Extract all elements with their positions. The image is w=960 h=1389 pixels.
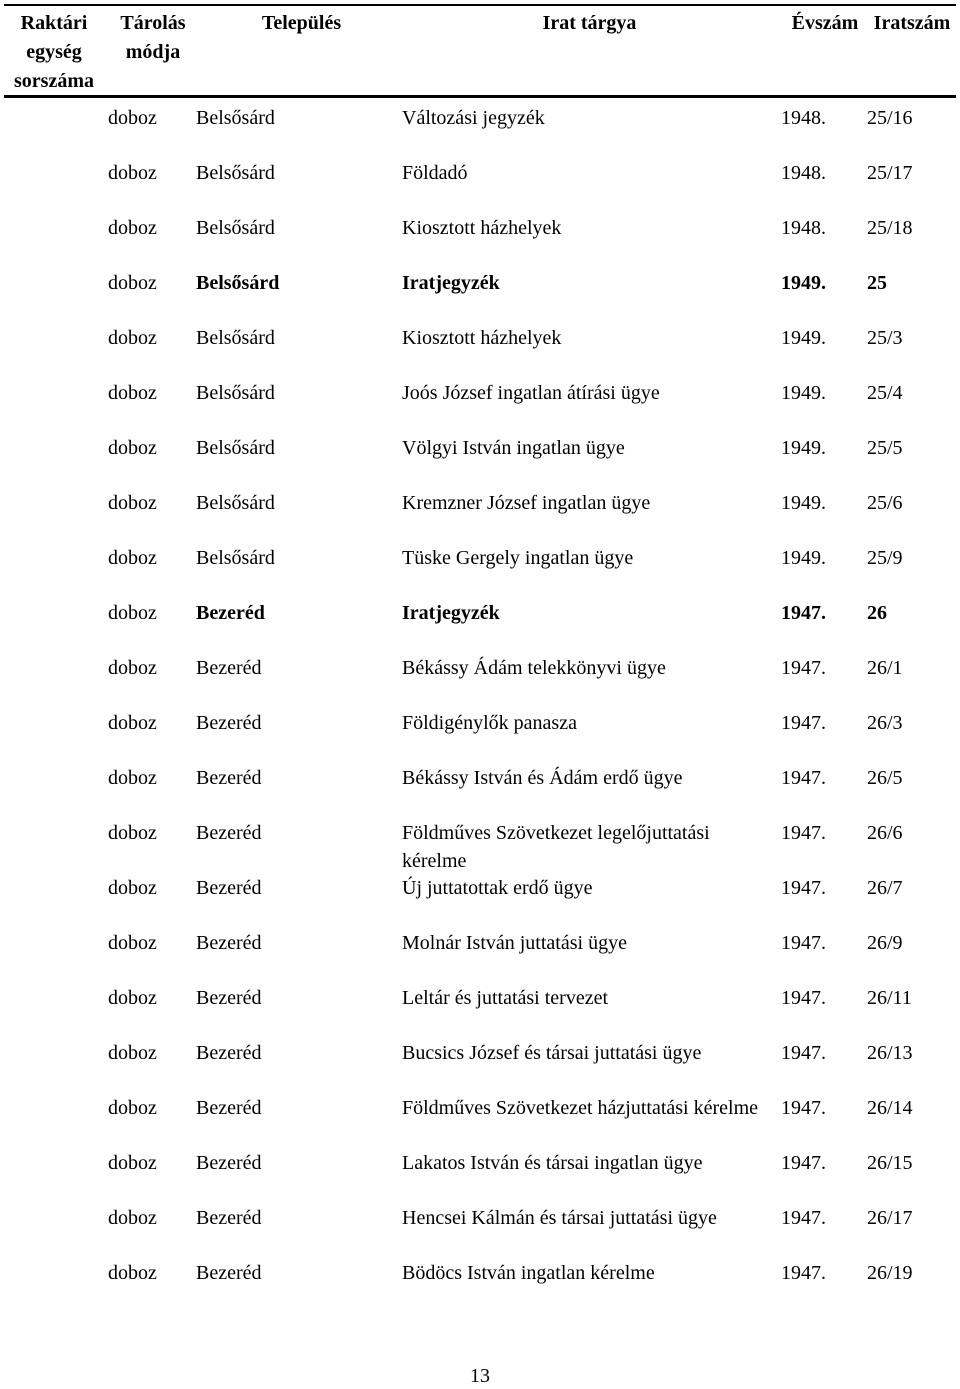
year-cell: 1949. [781,547,826,569]
header-settlement: Település [261,12,342,34]
document-subject-cell: Békássy Ádám telekkönyvi ügye [402,657,666,679]
storage-method-cell: doboz [108,547,157,569]
document-number-cell: 26/15 [867,1152,913,1174]
document-number-cell: 25/9 [867,547,903,569]
header-document-subject: Irat tárgya [542,12,637,34]
table-row [0,488,960,543]
year-cell: 1949. [781,327,826,349]
table-row [0,708,960,763]
document-number-cell: 25/6 [867,492,903,514]
document-number-cell: 26/3 [867,712,903,734]
year-cell: 1948. [781,107,826,129]
settlement-cell: Belsősárd [196,492,275,514]
table-row [0,158,960,213]
document-number-cell: 26/14 [867,1097,913,1119]
settlement-cell: Belsősárd [196,327,275,349]
storage-method-cell: doboz [108,877,157,899]
settlement-cell: Belsősárd [196,382,275,404]
year-cell: 1947. [781,1097,826,1119]
table-row [0,268,960,323]
document-number-cell: 26/6 [867,822,903,844]
settlement-cell: Belsősárd [196,547,275,569]
storage-method-cell: doboz [108,272,157,294]
storage-method-cell: doboz [108,1152,157,1174]
document-subject-cell: Földigénylők panasza [402,712,577,734]
header-document-number: Iratszám [873,12,951,34]
settlement-cell: Belsősárd [196,107,275,129]
year-cell: 1947. [781,822,826,844]
storage-method-cell: doboz [108,657,157,679]
header-storage-method: Tárolás módja [120,12,186,63]
document-number-cell: 26 [867,602,887,624]
document-subject-cell: Völgyi István ingatlan ügye [402,437,625,459]
storage-method-cell: doboz [108,382,157,404]
table-row [0,928,960,983]
document-number-cell: 25/5 [867,437,903,459]
table-body [0,103,960,1313]
table-row [0,103,960,158]
storage-method-cell: doboz [108,1262,157,1284]
settlement-cell: Bezeréd [196,987,262,1009]
year-cell: 1947. [781,987,826,1009]
year-cell: 1947. [781,1152,826,1174]
document-subject-cell: Iratjegyzék [402,602,500,624]
storage-method-cell: doboz [108,987,157,1009]
year-cell: 1947. [781,1262,826,1284]
storage-method-cell: doboz [108,437,157,459]
settlement-cell: Bezeréd [196,1152,262,1174]
storage-method-cell: doboz [108,107,157,129]
document-subject-cell: Változási jegyzék [402,107,545,129]
settlement-cell: Bezeréd [196,877,262,899]
document-number-cell: 25 [867,272,887,294]
table-row [0,1093,960,1148]
settlement-cell: Bezeréd [196,932,262,954]
settlement-cell: Bezeréd [196,1262,262,1284]
table-row [0,873,960,928]
year-cell: 1947. [781,712,826,734]
year-cell: 1949. [781,437,826,459]
year-cell: 1948. [781,162,826,184]
storage-method-cell: doboz [108,1042,157,1064]
year-cell: 1947. [781,932,826,954]
document-number-cell: 26/5 [867,767,903,789]
settlement-cell: Bezeréd [196,1097,262,1119]
document-subject-cell: Iratjegyzék [402,272,500,294]
document-number-cell: 25/16 [867,107,913,129]
document-subject-cell: Kremzner József ingatlan ügye [402,492,651,514]
year-cell: 1947. [781,657,826,679]
table-row [0,818,960,873]
settlement-cell: Bezeréd [196,602,265,624]
document-subject-cell: Földműves Szövetkezet házjuttatási kérelme [402,1097,758,1119]
settlement-cell: Bezeréd [196,1042,262,1064]
table-row [0,213,960,268]
year-cell: 1949. [781,492,826,514]
document-subject-cell: Lakatos István és társai ingatlan ügye [402,1152,703,1174]
settlement-cell: Bezeréd [196,712,262,734]
table-row [0,433,960,488]
settlement-cell: Bezeréd [196,822,262,844]
document-subject-cell: Kiosztott házhelyek [402,327,562,349]
document-subject-cell: Tüske Gergely ingatlan ügye [402,547,634,569]
year-cell: 1947. [781,1207,826,1229]
settlement-cell: Belsősárd [196,437,275,459]
document-number-cell: 26/1 [867,657,903,679]
year-cell: 1948. [781,217,826,239]
document-subject-cell: Békássy István és Ádám erdő ügye [402,767,683,789]
table-row [0,763,960,818]
year-cell: 1947. [781,602,826,624]
storage-method-cell: doboz [108,162,157,184]
document-subject-cell: Földműves Szövetkezet legelőjuttatási kérelme [402,822,710,872]
settlement-cell: Belsősárd [196,272,280,294]
storage-method-cell: doboz [108,492,157,514]
storage-method-cell: doboz [108,712,157,734]
document-subject-cell: Molnár István juttatási ügye [402,932,627,954]
document-number-cell: 26/17 [867,1207,913,1229]
document-number-cell: 26/11 [867,987,912,1009]
settlement-cell: Belsősárd [196,217,275,239]
storage-method-cell: doboz [108,932,157,954]
storage-method-cell: doboz [108,1097,157,1119]
table-header [4,4,956,98]
storage-method-cell: doboz [108,822,157,844]
year-cell: 1949. [781,382,826,404]
table-row [0,1038,960,1093]
page-number: 13 [470,1365,490,1387]
settlement-cell: Bezeréd [196,1207,262,1229]
document-subject-cell: Leltár és juttatási tervezet [402,987,609,1009]
table-row [0,598,960,653]
table-row [0,543,960,598]
storage-method-cell: doboz [108,602,157,624]
document-subject-cell: Kiosztott házhelyek [402,217,562,239]
document-number-cell: 26/9 [867,932,903,954]
document-number-cell: 26/13 [867,1042,913,1064]
document-subject-cell: Hencsei Kálmán és társai juttatási ügye [402,1207,717,1229]
header-storage-unit-number: Raktári egység sorszáma [14,12,94,92]
settlement-cell: Bezeréd [196,657,262,679]
document-number-cell: 25/3 [867,327,903,349]
document-subject-cell: Földadó [402,162,468,184]
year-cell: 1947. [781,1042,826,1064]
document-number-cell: 25/17 [867,162,913,184]
table-row [0,653,960,708]
document-subject-cell: Joós József ingatlan átírási ügye [402,382,660,404]
table-row [0,1148,960,1203]
year-cell: 1947. [781,767,826,789]
document-number-cell: 26/7 [867,877,903,899]
table-row [0,1203,960,1258]
document-number-cell: 25/18 [867,217,913,239]
document-subject-cell: Új juttatottak erdő ügye [402,877,593,899]
year-cell: 1947. [781,877,826,899]
document-number-cell: 26/19 [867,1262,913,1284]
year-cell: 1949. [781,272,826,294]
document-subject-cell: Bödöcs István ingatlan kérelme [402,1262,655,1284]
table-row [0,378,960,433]
storage-method-cell: doboz [108,767,157,789]
table-row [0,983,960,1038]
settlement-cell: Belsősárd [196,162,275,184]
storage-method-cell: doboz [108,217,157,239]
document-number-cell: 25/4 [867,382,903,404]
table-row [0,323,960,378]
document-subject-cell: Bucsics József és társai juttatási ügye [402,1042,702,1064]
storage-method-cell: doboz [108,1207,157,1229]
settlement-cell: Bezeréd [196,767,262,789]
header-year: Évszám [791,12,859,34]
table-row [0,1258,960,1313]
storage-method-cell: doboz [108,327,157,349]
